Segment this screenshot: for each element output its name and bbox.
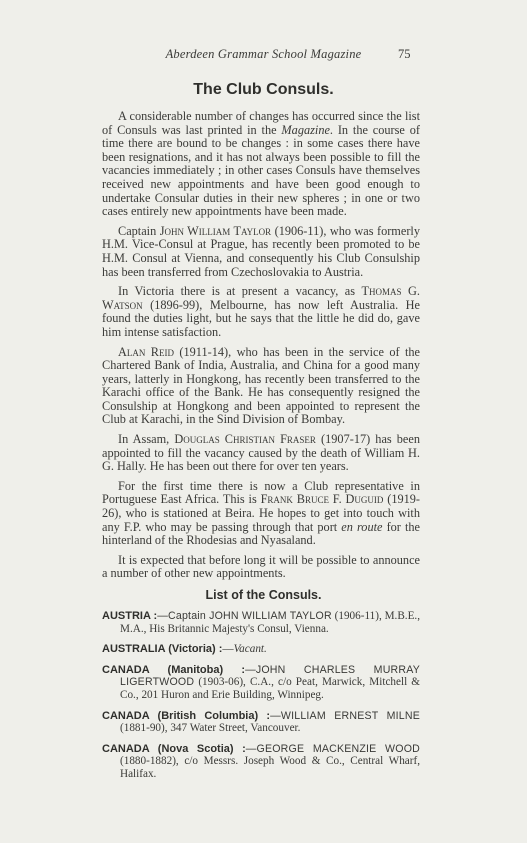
consul-entry: CANADA (Manitoba) :—JOHN CHARLES MURRAY LIGERTWOOD (1903-06), C.A., c/o Peat, Marwick, Mitchell & Co., 201 Huron and Erie Building, Winnipeg. <box>102 663 420 701</box>
consul-entry: CANADA (British Columbia) :—WILLIAM ERNEST MILNE (1881-90), 347 Water Street, Vancouver. <box>102 709 420 735</box>
paragraph-1: A considerable number of changes has occurred since the list of Consuls was last printed in the Magazine. In the course of time there are bound to be changes : in some cases there have been resignations, and it has not always been possible to fill the vacancies immediately ; in other cases Consuls have themselves received new appointments and have been good enough to undertake Consular duties in their new spheres ; in one or two cases entirely new appointments have been made. <box>102 109 420 219</box>
paragraph-2: Captain John William Taylor (1906-11), who was formerly H.M. Vice-Consul at Prague, has recently been promoted to be H.M. Consul at Vienna, and consequently his Club Consulship has been transferred from Czechoslovakia to Austria. <box>102 223 420 279</box>
article-title: The Club Consuls. <box>193 81 334 98</box>
paragraph-4: Alan Reid (1911-14), who has been in the service of the Chartered Bank of India, Australia, and China for a good many years, latterly in Hongkong, has recently been transferred to the Karachi office of the Bank. He has consequently resigned the Consulship at Hongkong and been appointed to represent the Club at Karachi, in the Sind Division of Bombay. <box>102 344 420 427</box>
running-head: Aberdeen Grammar School Magazine <box>165 47 362 61</box>
paragraph-7: It is expected that before long it will be possible to announce a number of other new appointments. <box>102 552 420 581</box>
list-title: List of the Consuls. <box>205 588 322 602</box>
paragraph-6: For the first time there is now a Club representative in Portuguese East Africa. This is Frank Bruce F. Duguid (1919-26), who is stationed at Beira. He hopes to get into touch with any F.P. who may be passing through that port en route for the hinterland of the Rhodesias and Nyasaland. <box>102 478 421 548</box>
consul-entry: AUSTRIA :—Captain JOHN WILLIAM TAYLOR (1906-11), M.B.E., M.A., His Britannic Majesty's Consul, Vienna. <box>102 610 420 635</box>
page-number: 75 <box>398 47 411 61</box>
article-body <box>102 110 420 587</box>
paragraph-5: In Assam, Douglas Christian Fraser (1907-17) has been appointed to fill the vacancy caused by the death of William H. G. Hally. He has been out there for over ten years. <box>102 432 421 474</box>
consul-list <box>102 610 420 789</box>
consul-entry: CANADA (Nova Scotia) :—GEORGE MACKENZIE WOOD (1880-1882), c/o Messrs. Joseph Wood & Co., Central Wharf, Halifax. <box>102 742 420 780</box>
paragraph-3: In Victoria there is at present a vacancy, as Thomas G. Watson (1896-99), Melbourne, has now left Australia. He found the duties light, but he says that the little he did do, gave him intense satisfaction. <box>102 284 421 339</box>
consul-entry: AUSTRALIA (Victoria) :—Vacant. <box>102 643 267 656</box>
